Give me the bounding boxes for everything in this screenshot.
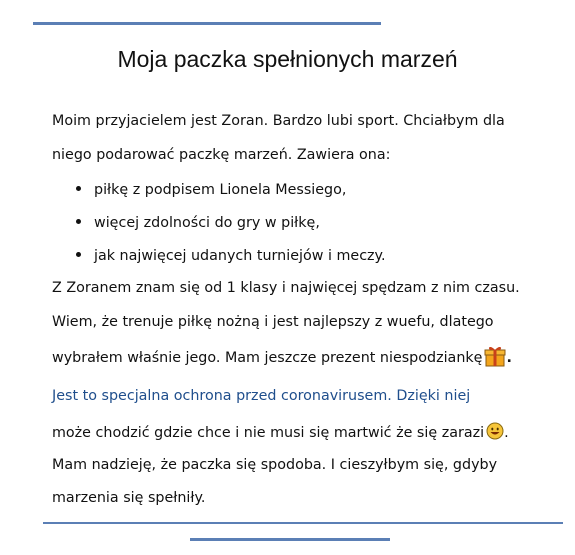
list-item-text: piłkę z podpisem Lionela Messiego, <box>94 182 347 198</box>
paragraph-3-line-2 <box>52 424 509 442</box>
paragraph-2-line-2: Wiem, że trenuje piłkę nożną i jest najlepszy z wuefu, dlatego <box>52 314 494 330</box>
paragraph-4-line-2: marzenia się spełniły. <box>52 490 206 506</box>
paragraph-2-line-3 <box>52 347 512 369</box>
paragraph-3-line-2-end: . <box>504 425 509 441</box>
bullet-dot-icon <box>76 186 81 191</box>
paragraph-2-line-3-end: . <box>506 350 512 366</box>
list-item <box>76 248 386 264</box>
top-decorative-rule <box>33 22 381 25</box>
list-item <box>76 215 320 231</box>
paragraph-2-line-1: Z Zoranem znam się od 1 klasy i najwięcej spędzam z nim czasu. <box>52 280 520 296</box>
paragraph-4-line-1: Mam nadzieję, że paczka się spodoba. I cieszyłbym się, gdyby <box>52 457 498 473</box>
bottom-decorative-rule-short <box>190 538 390 541</box>
document-title: Moja paczka spełnionych marzeń <box>117 46 458 72</box>
intro-line-1: Moim przyjacielem jest Zoran. Bardzo lubi sport. Chciałbym dla <box>52 113 505 129</box>
paragraph-3-line-1: Jest to specjalna ochrona przed coronavirusem. Dzięki niej <box>52 388 471 404</box>
paragraph-3-line-2-text: może chodzić gdzie chce i nie musi się martwić że się zarazi <box>52 425 485 441</box>
gift-icon <box>484 345 506 367</box>
list-item <box>76 182 346 198</box>
list-item-text: więcej zdolności do gry w piłkę, <box>94 215 320 231</box>
paragraph-2-line-3-text: wybrałem właśnie jego. Mam jeszcze prezent niespodziankę <box>52 350 483 366</box>
bullet-dot-icon <box>76 219 81 224</box>
intro-line-2: niego podarować paczkę marzeń. Zawiera ona: <box>52 147 391 163</box>
bullet-dot-icon <box>76 252 81 257</box>
list-item-text: jak najwięcej udanych turniejów i meczy. <box>94 248 386 264</box>
bottom-decorative-rule <box>43 522 563 524</box>
smiling-face-icon <box>486 422 504 440</box>
